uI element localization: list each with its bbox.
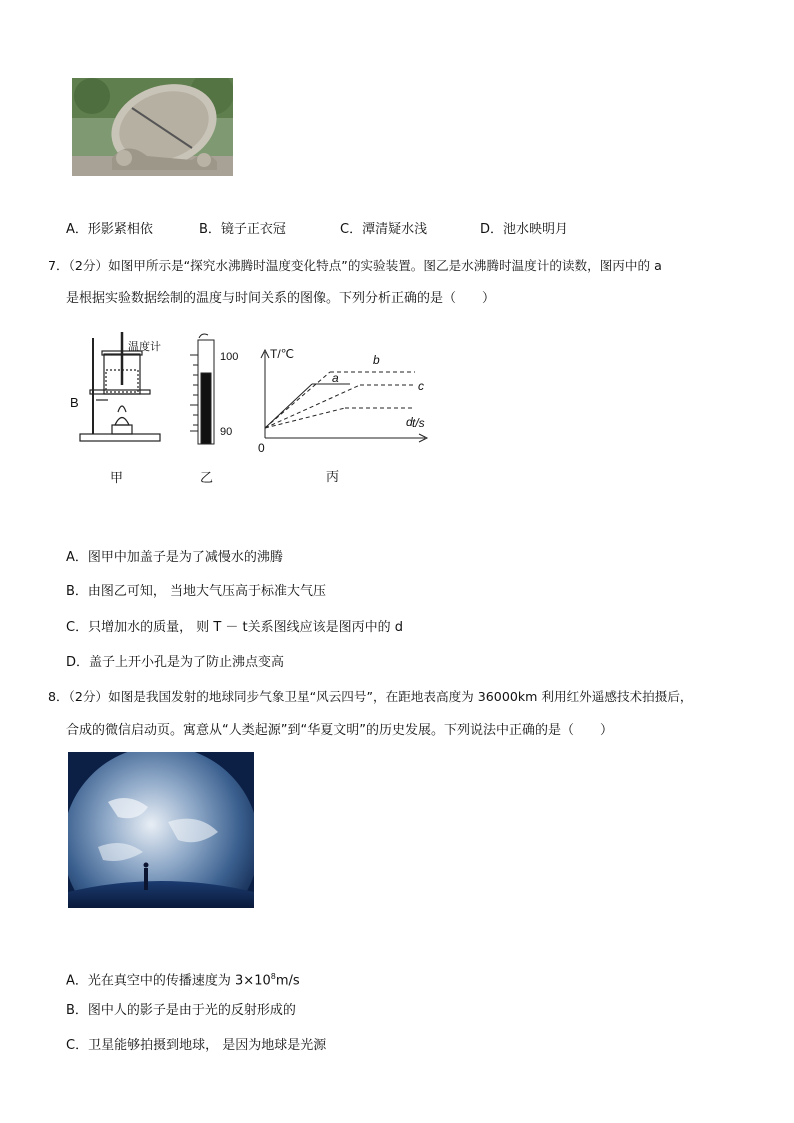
graph-origin-label: 0 bbox=[258, 441, 265, 455]
q8-option-b[interactable]: B．图中人的影子是由于光的反射形成的 bbox=[66, 1003, 296, 1018]
curve-d-label: d bbox=[406, 415, 413, 429]
earth-photo bbox=[68, 752, 254, 908]
curve-b-rise bbox=[265, 372, 330, 428]
q7-stem-line2: 是根据实验数据绘制的温度与时间关系的图像。下列分析正确的是（ ） bbox=[66, 291, 496, 306]
label-b: B bbox=[70, 395, 79, 410]
q7-stem-line1: 7．（2分）如图甲所示是“探究水沸腾时温度变化特点”的实验装置。图乙是水沸腾时温度计的读数，图丙中的 a bbox=[48, 258, 662, 273]
graph-y-axis-label: T/℃ bbox=[270, 347, 295, 361]
curve-c-rise bbox=[265, 385, 360, 428]
curve-a-label: a bbox=[332, 371, 339, 385]
q8-option-a-text: A．光在真空中的传播速度为 3×10 bbox=[66, 973, 271, 989]
q8-option-c[interactable]: C．卫星能够拍摄到地球， 是因为地球是光源 bbox=[66, 1038, 327, 1053]
q7-option-d[interactable]: D．盖子上开小孔是为了防止沸点变高 bbox=[66, 655, 285, 670]
q6-option-c[interactable]: C．潭清疑水浅 bbox=[340, 222, 428, 237]
q6-option-a[interactable]: A．形影紧相依 bbox=[66, 222, 153, 237]
q8-stem-line1: 8．（2分）如图是我国发射的地球同步气象卫星“风云四号”，在距地表高度为 36000km 利用红外遥感技术拍摄后， bbox=[48, 689, 693, 704]
sundial-photo bbox=[72, 78, 233, 176]
curve-c-label: c bbox=[418, 379, 424, 393]
q7-option-c[interactable]: C．只增加水的质量， 则 T － t关系图线应该是图丙中的 d bbox=[66, 620, 404, 635]
q8-option-a-exponent: 8 bbox=[270, 972, 276, 981]
temperature-time-graph bbox=[261, 350, 427, 442]
curve-b-label: b bbox=[373, 353, 380, 367]
tick-90: 90 bbox=[220, 426, 233, 438]
graph-x-axis-label: t/s bbox=[412, 416, 425, 430]
thermometer-reading-diagram bbox=[190, 334, 214, 444]
tick-100: 100 bbox=[220, 351, 239, 363]
q6-option-b[interactable]: B．镜子正衣冠 bbox=[199, 222, 286, 237]
caption-yi: 乙 bbox=[200, 470, 214, 485]
q6-option-d[interactable]: D．池水映明月 bbox=[480, 222, 569, 237]
thermometer-label: 温度计 bbox=[128, 341, 161, 353]
q7-option-a[interactable]: A．图甲中加盖子是为了减慢水的沸腾 bbox=[66, 550, 283, 565]
q8-stem-line2: 合成的微信启动页。寓意从“人类起源”到“华夏文明”的历史发展。下列说法中正确的是（ ） bbox=[66, 723, 613, 738]
q8-option-a-unit: m/s bbox=[275, 973, 300, 989]
q8-option-a[interactable] bbox=[66, 968, 300, 990]
q7-figure bbox=[60, 330, 440, 495]
caption-jia: 甲 bbox=[110, 470, 124, 485]
caption-bing: 丙 bbox=[326, 469, 340, 484]
q7-option-b[interactable]: B．由图乙可知， 当地大气压高于标准大气压 bbox=[66, 584, 327, 599]
